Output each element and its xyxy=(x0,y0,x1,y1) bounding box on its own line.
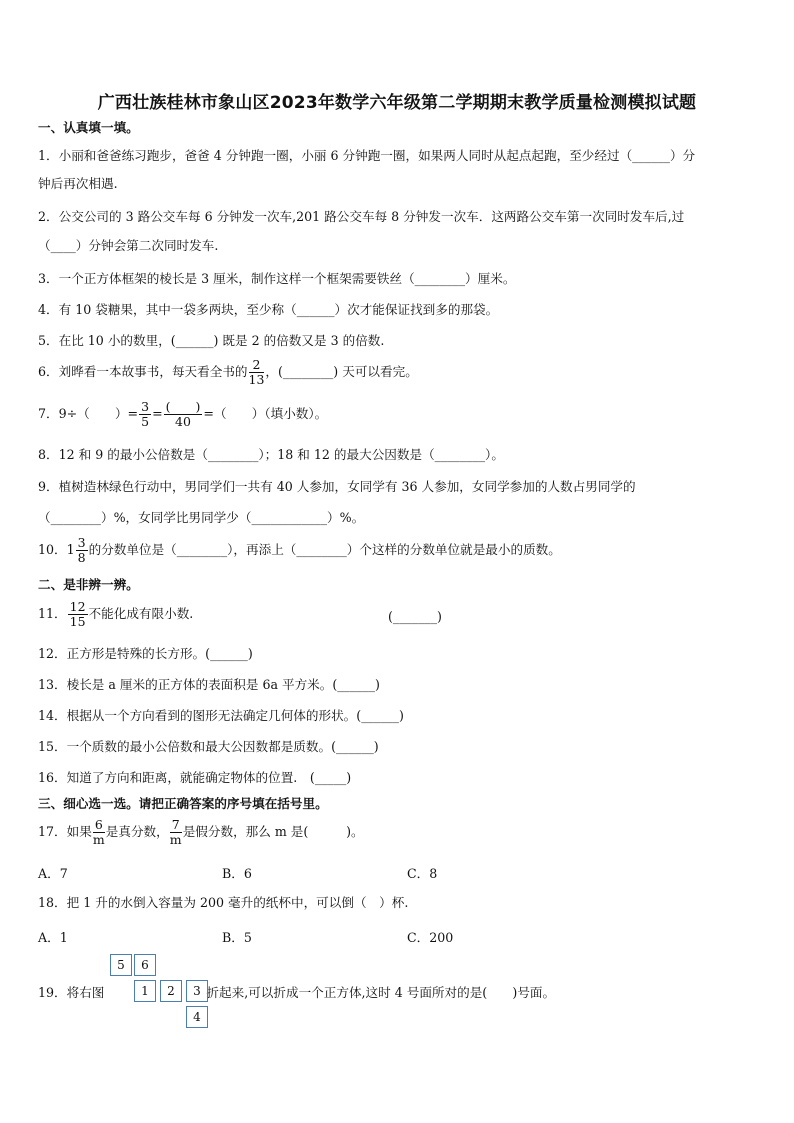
question-2-line-2: （____）分钟会第二次同时发车. xyxy=(38,238,219,253)
fraction xyxy=(76,536,88,565)
fraction-numerator: ( ) xyxy=(165,399,201,414)
question-17-option-a: A．7 xyxy=(38,866,68,881)
fraction xyxy=(93,818,105,847)
fraction xyxy=(164,400,203,429)
question-12: 12．正方形是特殊的长方形。(______) xyxy=(38,646,253,661)
equals-sign: = xyxy=(152,406,163,421)
fraction-denominator: 5 xyxy=(141,414,150,429)
question-13: 13．棱长是 a 厘米的正方体的表面积是 6a 平方米。(______) xyxy=(38,677,380,692)
question-17-option-c: C．8 xyxy=(407,866,438,881)
question-1-line-2: 钟后再次相遇. xyxy=(38,176,118,191)
net-cell: 1 xyxy=(134,980,156,1002)
section-heading-true-false: 二、是非辨一辨。 xyxy=(38,577,139,592)
fraction-numerator: 3 xyxy=(77,535,86,550)
question-9-line-1: 9．植树造林绿色行动中，男同学们一共有 40 人参加，女同学有 36 人参加，女同学参加的人数占男同学的 xyxy=(38,479,636,494)
net-cell: 6 xyxy=(134,954,156,976)
question-11-text-end: 不能化成有限小数. xyxy=(88,606,194,621)
fraction-denominator: m xyxy=(92,832,105,847)
question-17 xyxy=(38,818,754,847)
section-heading-fill: 一、认真填一填。 xyxy=(38,120,139,135)
question-15: 15．一个质数的最小公倍数和最大公因数都是质数。(______) xyxy=(38,739,379,754)
question-18: 18．把 1 升的水倒入容量为 200 毫升的纸杯中，可以倒（ ）杯. xyxy=(38,895,409,910)
question-11-answer-blank: (_______) xyxy=(388,609,442,624)
fraction-numerator: 12 xyxy=(69,599,86,614)
question-18-option-a: A．1 xyxy=(38,930,68,945)
question-1-line-1: 1．小丽和爸爸练习跑步，爸爸 4 分钟跑一圈，小丽 6 分钟跑一圈，如果两人同时从起点起跑，至少经过（______）分 xyxy=(38,148,696,163)
question-10-text-end: 的分数单位是（________），再添上（________）个这样的分数单位就是最小的质数。 xyxy=(88,542,561,557)
fraction xyxy=(170,818,182,847)
page-title: 广西壮族桂林市象山区2023年数学六年级第二学期期末教学质量检测模拟试题 xyxy=(97,93,697,113)
net-cell: 3 xyxy=(186,980,208,1002)
question-19-text-end: 折起来,可以折成一个正方体,这时 4 号面所对的是( )号面。 xyxy=(206,985,556,1000)
question-3: 3．一个正方体框架的棱长是 3 厘米，制作这样一个框架需要铁丝（________）厘米。 xyxy=(38,271,516,286)
question-11-text: 11． xyxy=(38,606,67,621)
net-cell: 2 xyxy=(160,980,182,1002)
question-18-option-c: C．200 xyxy=(407,930,454,945)
net-cell: 5 xyxy=(110,954,132,976)
question-19-text: 19．将右图 xyxy=(38,985,105,1000)
fraction-denominator: 15 xyxy=(69,614,86,629)
question-6-text: 6．刘晔看一本故事书，每天看全书的 xyxy=(38,364,248,379)
question-16: 16．知道了方向和距离，就能确定物体的位置. (_____) xyxy=(38,770,352,785)
question-14: 14．根据从一个方向看到的图形无法确定几何体的形状。(______) xyxy=(38,708,404,723)
question-17-text-mid: 是真分数， xyxy=(105,824,169,839)
question-7-text-end: =（ ）（填小数）。 xyxy=(203,406,328,421)
question-10 xyxy=(38,536,754,565)
question-9-line-2: （________）%，女同学比男同学少（____________）%。 xyxy=(38,510,365,525)
question-8: 8．12 和 9 的最小公倍数是（________）；18 和 12 的最大公因数是（________）。 xyxy=(38,447,504,462)
question-6-text-end: ，(________) 天可以看完。 xyxy=(265,364,418,379)
question-10-text: 10．1 xyxy=(38,542,75,557)
fraction xyxy=(139,400,151,429)
fraction-numerator: 3 xyxy=(141,399,150,414)
question-17-text: 17．如果 xyxy=(38,824,92,839)
fraction xyxy=(68,600,88,629)
fraction-denominator: 13 xyxy=(248,372,265,387)
question-4: 4．有 10 袋糖果，其中一袋多两块，至少称（______）次才能保证找到多的那袋。 xyxy=(38,302,499,317)
question-7-text: 7．9÷（ ）= xyxy=(38,406,139,421)
question-7 xyxy=(38,400,754,429)
question-5: 5．在比 10 小的数里，(______) 既是 2 的倍数又是 3 的倍数. xyxy=(38,333,385,348)
fraction xyxy=(249,358,265,387)
question-18-option-b: B．5 xyxy=(222,930,252,945)
fraction-denominator: 8 xyxy=(77,550,86,565)
fraction-numerator: 7 xyxy=(171,817,180,832)
fraction-denominator: m xyxy=(169,832,182,847)
question-17-text-end: 是假分数，那么 m 是( )。 xyxy=(182,824,364,839)
question-6 xyxy=(38,358,754,387)
net-cell: 4 xyxy=(186,1006,208,1028)
fraction-numerator: 6 xyxy=(94,817,103,832)
question-2-line-1: 2．公交公司的 3 路公交车每 6 分钟发一次车,201 路公交车每 8 分钟发一次车．这两路公交车第一次同时发车后,过 xyxy=(38,209,685,224)
question-17-option-b: B．6 xyxy=(222,866,252,881)
section-heading-choice: 三、细心选一选。请把正确答案的序号填在括号里。 xyxy=(38,796,328,811)
fraction-denominator: 40 xyxy=(175,414,191,429)
fraction-numerator: 2 xyxy=(249,358,265,373)
